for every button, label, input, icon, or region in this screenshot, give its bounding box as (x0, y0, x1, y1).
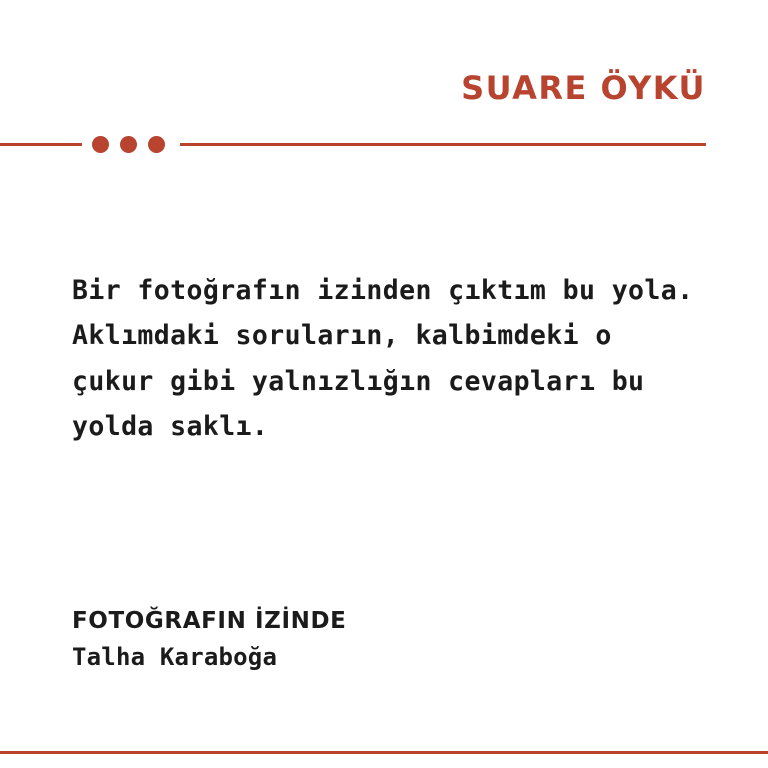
divider-left-segment (0, 143, 82, 146)
header-divider (0, 131, 768, 157)
dot-icon (92, 136, 109, 153)
dot-group-icon (92, 136, 165, 153)
footer-divider (0, 751, 768, 754)
quote-text: Bir fotoğrafın izinden çıktım bu yola. Aklımdaki soruların, kalbimdeki o çukur gibi yalnızlığın cevapları bu yolda saklı. (72, 275, 694, 442)
dot-icon (120, 136, 137, 153)
divider-right-segment (180, 143, 706, 146)
brand-title: SUARE ÖYKÜ (461, 69, 706, 107)
author-name: Talha Karaboğa (72, 643, 278, 671)
story-title: FOTOĞRAFIN İZİNDE (72, 608, 347, 634)
dot-icon (148, 136, 165, 153)
credit-block (72, 608, 696, 671)
